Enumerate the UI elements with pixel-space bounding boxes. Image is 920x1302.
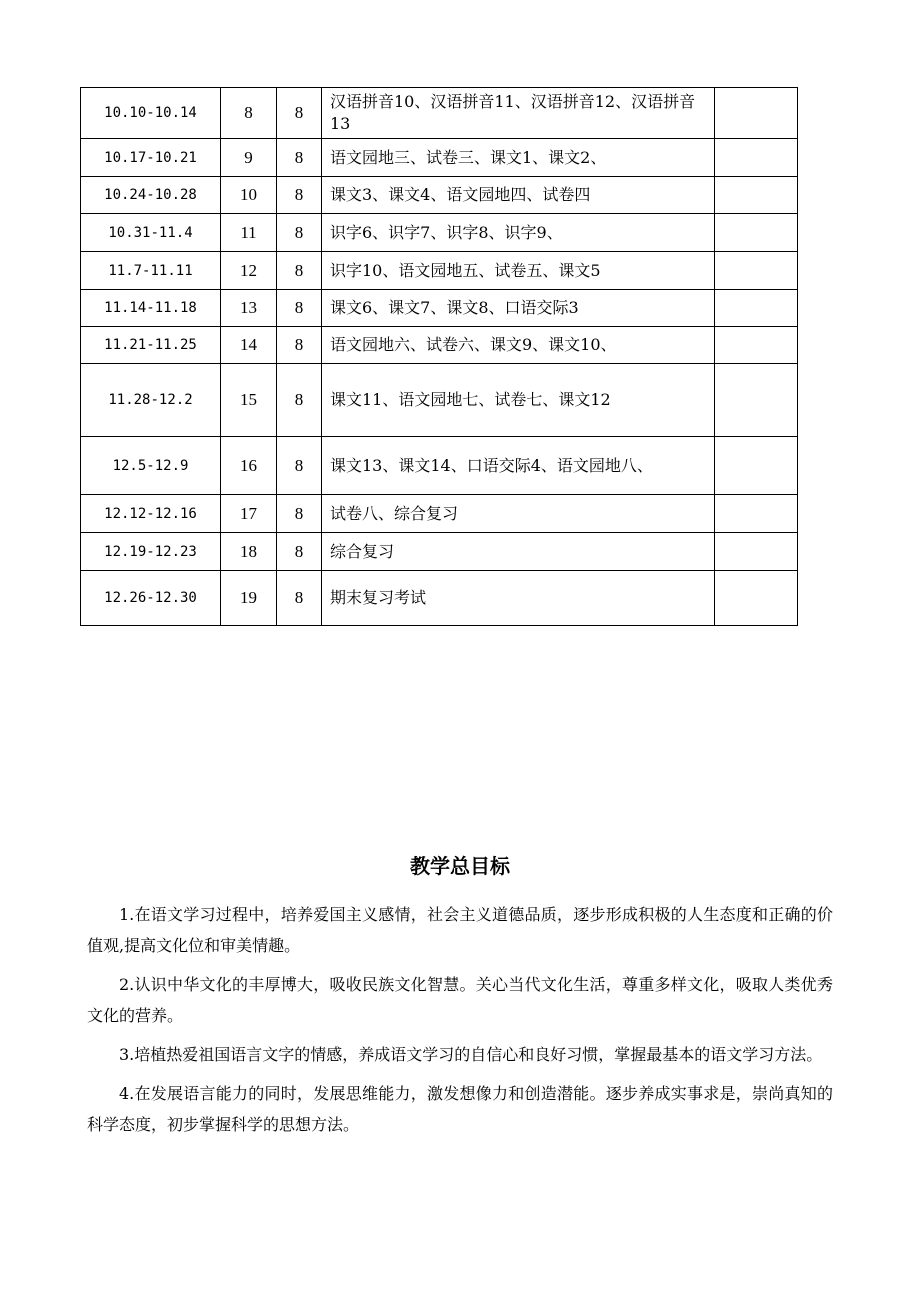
note-cell [715, 252, 798, 290]
table-row [81, 88, 798, 139]
week-cell: 8 [221, 88, 277, 139]
note-cell [715, 533, 798, 571]
week-cell: 9 [221, 139, 277, 177]
table-row [81, 177, 798, 214]
date-range-cell: 10.17-10.21 [81, 139, 221, 177]
date-range-cell: 11.28-12.2 [81, 364, 221, 437]
hours-cell: 8 [277, 252, 322, 290]
note-cell [715, 327, 798, 364]
week-cell: 19 [221, 571, 277, 626]
note-cell [715, 139, 798, 177]
goal-paragraph: 3.培植热爱祖国语言文字的情感，养成语文学习的自信心和良好习惯，掌握最基本的语文学习方法。 [119, 1045, 823, 1064]
note-cell [715, 214, 798, 252]
content-cell: 汉语拼音10、汉语拼音11、汉语拼音12、汉语拼音13 [322, 88, 715, 139]
goal-paragraph: 4.在发展语言能力的同时，发展思维能力，激发想像力和创造潜能。逐步养成实事求是，崇尚真知的科学态度，初步掌握科学的思想方法。 [87, 1084, 833, 1134]
content-cell: 识字10、语文园地五、试卷五、课文5 [322, 252, 715, 290]
content-cell: 识字6、识字7、识字8、识字9、 [322, 214, 715, 252]
date-range-cell: 12.19-12.23 [81, 533, 221, 571]
date-range-cell: 11.14-11.18 [81, 290, 221, 327]
table-row [81, 495, 798, 533]
goal-paragraph: 1.在语文学习过程中，培养爱国主义感情，社会主义道德品质，逐步形成积极的人生态度和正确的价值观,提高文化位和审美情趣。 [87, 905, 833, 955]
date-range-cell: 12.26-12.30 [81, 571, 221, 626]
hours-cell: 8 [277, 495, 322, 533]
hours-cell: 8 [277, 533, 322, 571]
content-cell: 课文13、课文14、口语交际4、语文园地八、 [322, 437, 715, 495]
content-cell: 综合复习 [322, 533, 715, 571]
content-cell: 课文6、课文7、课文8、口语交际3 [322, 290, 715, 327]
hours-cell: 8 [277, 437, 322, 495]
table-row [81, 437, 798, 495]
date-range-cell: 11.21-11.25 [81, 327, 221, 364]
week-cell: 18 [221, 533, 277, 571]
goals-list [87, 899, 833, 1148]
content-cell: 试卷八、综合复习 [322, 495, 715, 533]
note-cell [715, 364, 798, 437]
note-cell [715, 88, 798, 139]
table-row [81, 571, 798, 626]
content-cell: 课文11、语文园地七、试卷七、课文12 [322, 364, 715, 437]
date-range-cell: 10.31-11.4 [81, 214, 221, 252]
week-cell: 10 [221, 177, 277, 214]
hours-cell: 8 [277, 364, 322, 437]
note-cell [715, 177, 798, 214]
note-cell [715, 571, 798, 626]
week-cell: 12 [221, 252, 277, 290]
date-range-cell: 10.10-10.14 [81, 88, 221, 139]
content-cell: 期末复习考试 [322, 571, 715, 626]
note-cell [715, 495, 798, 533]
goal-paragraph: 2.认识中华文化的丰厚博大，吸收民族文化智慧。关心当代文化生活，尊重多样文化，吸取人类优秀文化的营养。 [87, 975, 833, 1025]
week-cell: 15 [221, 364, 277, 437]
content-cell: 课文3、课文4、语文园地四、试卷四 [322, 177, 715, 214]
content-cell: 语文园地三、试卷三、课文1、课文2、 [322, 139, 715, 177]
table-row [81, 214, 798, 252]
note-cell [715, 437, 798, 495]
week-cell: 13 [221, 290, 277, 327]
table-row [81, 290, 798, 327]
week-cell: 17 [221, 495, 277, 533]
week-cell: 11 [221, 214, 277, 252]
hours-cell: 8 [277, 571, 322, 626]
table-row [81, 252, 798, 290]
week-cell: 14 [221, 327, 277, 364]
date-range-cell: 10.24-10.28 [81, 177, 221, 214]
hours-cell: 8 [277, 88, 322, 139]
date-range-cell: 11.7-11.11 [81, 252, 221, 290]
table-row [81, 139, 798, 177]
schedule-table [80, 87, 798, 626]
date-range-cell: 12.5-12.9 [81, 437, 221, 495]
table-row [81, 533, 798, 571]
hours-cell: 8 [277, 214, 322, 252]
section-title: 教学总目标 [410, 854, 510, 878]
hours-cell: 8 [277, 327, 322, 364]
hours-cell: 8 [277, 139, 322, 177]
week-cell: 16 [221, 437, 277, 495]
table-row [81, 364, 798, 437]
note-cell [715, 290, 798, 327]
hours-cell: 8 [277, 177, 322, 214]
content-cell: 语文园地六、试卷六、课文9、课文10、 [322, 327, 715, 364]
date-range-cell: 12.12-12.16 [81, 495, 221, 533]
hours-cell: 8 [277, 290, 322, 327]
table-row [81, 327, 798, 364]
